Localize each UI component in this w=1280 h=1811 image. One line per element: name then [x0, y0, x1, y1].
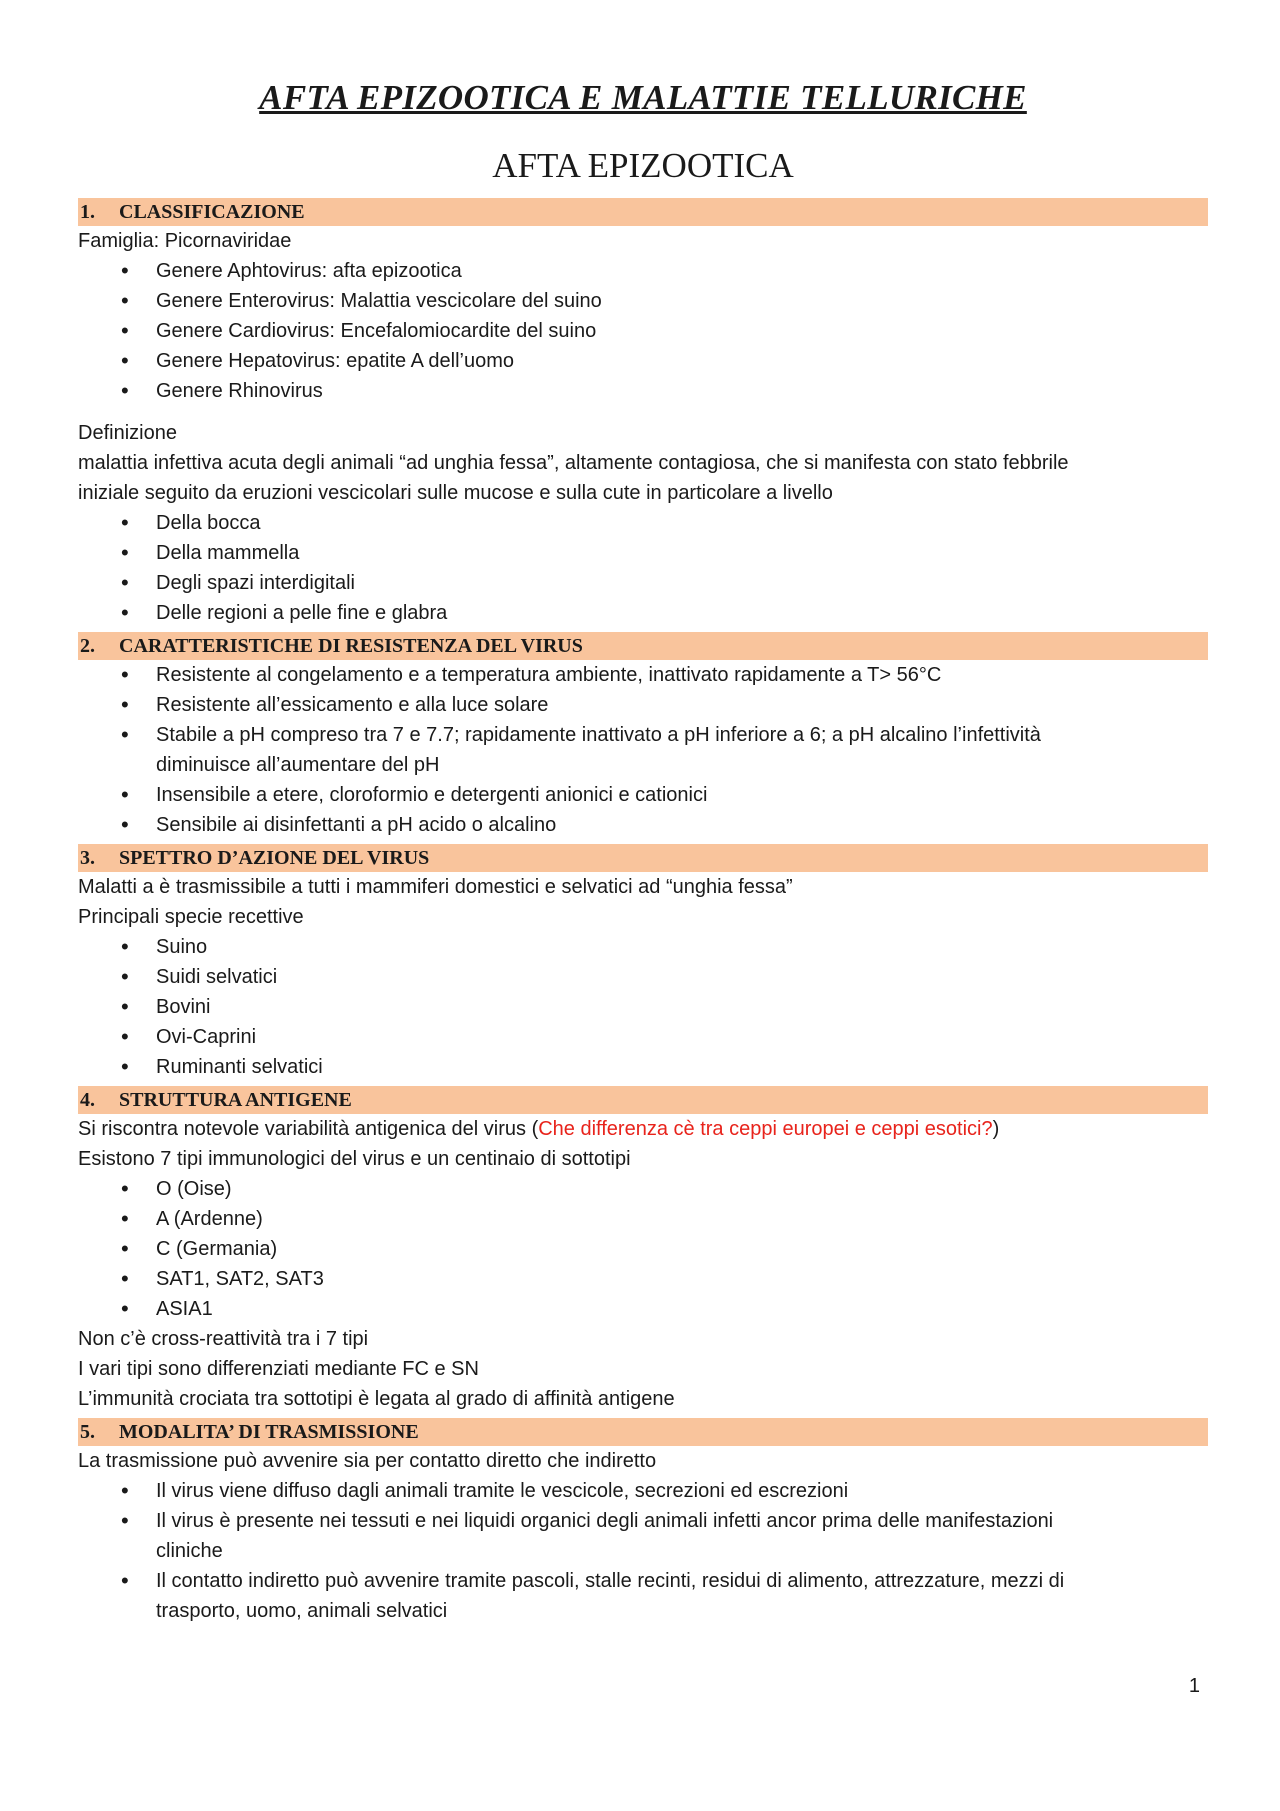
- section-title: MODALITA’ DI TRASMISSIONE: [119, 1421, 419, 1443]
- paragraph: iniziale seguito da eruzioni vescicolari sulle mucose e sulla cute in particolare a livello: [78, 482, 833, 504]
- list-item: • Della mammella: [78, 538, 1208, 568]
- list-item: • C (Germania): [78, 1234, 1208, 1264]
- highlighted-question: Che differenza cè tra ceppi europei e ceppi esotici?: [538, 1118, 993, 1140]
- page-content: [78, 78, 1208, 1626]
- bullet-list: [78, 932, 1208, 1082]
- bullet-list: [78, 1174, 1208, 1324]
- list-item: • Sensibile ai disinfettanti a pH acido o alcalino: [78, 810, 1208, 840]
- section-header-classificazione: [78, 198, 1208, 226]
- section-number: 2.: [80, 635, 95, 657]
- text-run: ): [992, 1118, 1000, 1140]
- bullet-list: [78, 1566, 1208, 1596]
- section-header-trasmissione: [78, 1418, 1208, 1446]
- list-item: • SAT1, SAT2, SAT3: [78, 1264, 1208, 1294]
- section-number: 1.: [80, 201, 95, 223]
- paragraph: malattia infettiva acuta degli animali “ad unghia fessa”, altamente contagiosa, che si manifesta con stato febbrile: [78, 452, 1069, 474]
- section-title: CARATTERISTICHE DI RESISTENZA DEL VIRUS: [119, 635, 583, 657]
- section-title: CLASSIFICAZIONE: [119, 201, 305, 223]
- section-number: 3.: [80, 847, 95, 869]
- paragraph: Malatti a è trasmissibile a tutti i mammiferi domestici e selvatici ad “unghia fessa”: [78, 876, 793, 898]
- list-item-continuation: cliniche: [156, 1540, 223, 1562]
- paragraph: [78, 1114, 1208, 1144]
- list-item: • Suino: [78, 932, 1208, 962]
- list-item: • Il contatto indiretto può avvenire tramite pascoli, stalle recinti, residui di alimento, attrezzature, mezzi di: [78, 1566, 1208, 1596]
- list-item: • Resistente al congelamento e a temperatura ambiente, inattivato rapidamente a T> 56°C: [78, 660, 1208, 690]
- paragraph: I vari tipi sono differenziati mediante FC e SN: [78, 1358, 479, 1380]
- section-header-resistenza: [78, 632, 1208, 660]
- section-number: 4.: [80, 1089, 95, 1111]
- list-item: • Resistente all’essicamento e alla luce solare: [78, 690, 1208, 720]
- definition-label: Definizione: [78, 422, 177, 444]
- list-item: • Stabile a pH compreso tra 7 e 7.7; rapidamente inattivato a pH inferiore a 6; a pH alcalino l’infettività: [78, 720, 1208, 750]
- section-number: 5.: [80, 1421, 95, 1443]
- list-item: • Degli spazi interdigitali: [78, 568, 1208, 598]
- list-item: • Genere Enterovirus: Malattia vescicolare del suino: [78, 286, 1208, 316]
- list-item: • Genere Hepatovirus: epatite A dell’uomo: [78, 346, 1208, 376]
- bullet-list: [78, 1476, 1208, 1536]
- paragraph: Famiglia: Picornaviridae: [78, 230, 292, 252]
- paragraph: Esistono 7 tipi immunologici del virus e un centinaio di sottotipi: [78, 1148, 631, 1170]
- list-item: • ASIA1: [78, 1294, 1208, 1324]
- section-title: SPETTRO D’AZIONE DEL VIRUS: [119, 847, 430, 869]
- list-item: • Genere Rhinovirus: [78, 376, 1208, 406]
- list-item: • Il virus è presente nei tessuti e nei liquidi organici degli animali infetti ancor prima delle manifestazioni: [78, 1506, 1208, 1536]
- paragraph: Non c’è cross-reattività tra i 7 tipi: [78, 1328, 369, 1350]
- document-title: AFTA EPIZOOTICA E MALATTIE TELLURICHE: [259, 78, 1027, 117]
- list-item: • Bovini: [78, 992, 1208, 1022]
- list-item: • Ruminanti selvatici: [78, 1052, 1208, 1082]
- section-header-struttura-antigene: [78, 1086, 1208, 1114]
- list-item-continuation: diminuisce all’aumentare del pH: [156, 754, 440, 776]
- bullet-list: [78, 660, 1208, 750]
- document-subtitle: AFTA EPIZOOTICA: [492, 146, 794, 185]
- list-item: • Genere Aphtovirus: afta epizootica: [78, 256, 1208, 286]
- list-item: • A (Ardenne): [78, 1204, 1208, 1234]
- list-item: • Della bocca: [78, 508, 1208, 538]
- list-item-continuation: trasporto, uomo, animali selvatici: [156, 1600, 448, 1622]
- paragraph: La trasmissione può avvenire sia per contatto diretto che indiretto: [78, 1450, 657, 1472]
- list-item: • Il virus viene diffuso dagli animali tramite le vescicole, secrezioni ed escrezioni: [78, 1476, 1208, 1506]
- text-run: Si riscontra notevole variabilità antigenica del virus (: [78, 1118, 539, 1140]
- bullet-list: [78, 780, 1208, 840]
- section-header-spettro: [78, 844, 1208, 872]
- list-item: • Ovi-Caprini: [78, 1022, 1208, 1052]
- list-item: • Suidi selvatici: [78, 962, 1208, 992]
- list-item: • O (Oise): [78, 1174, 1208, 1204]
- paragraph: Principali specie recettive: [78, 906, 304, 928]
- bullet-list: [78, 256, 1208, 406]
- list-item: • Genere Cardiovirus: Encefalomiocardite del suino: [78, 316, 1208, 346]
- list-item: • Delle regioni a pelle fine e glabra: [78, 598, 1208, 628]
- list-item: • Insensibile a etere, cloroformio e detergenti anionici e cationici: [78, 780, 1208, 810]
- bullet-list: [78, 508, 1208, 628]
- page-number: 1: [1188, 1675, 1200, 1697]
- paragraph: L’immunità crociata tra sottotipi è legata al grado di affinità antigene: [78, 1388, 675, 1410]
- section-title: STRUTTURA ANTIGENE: [119, 1089, 352, 1111]
